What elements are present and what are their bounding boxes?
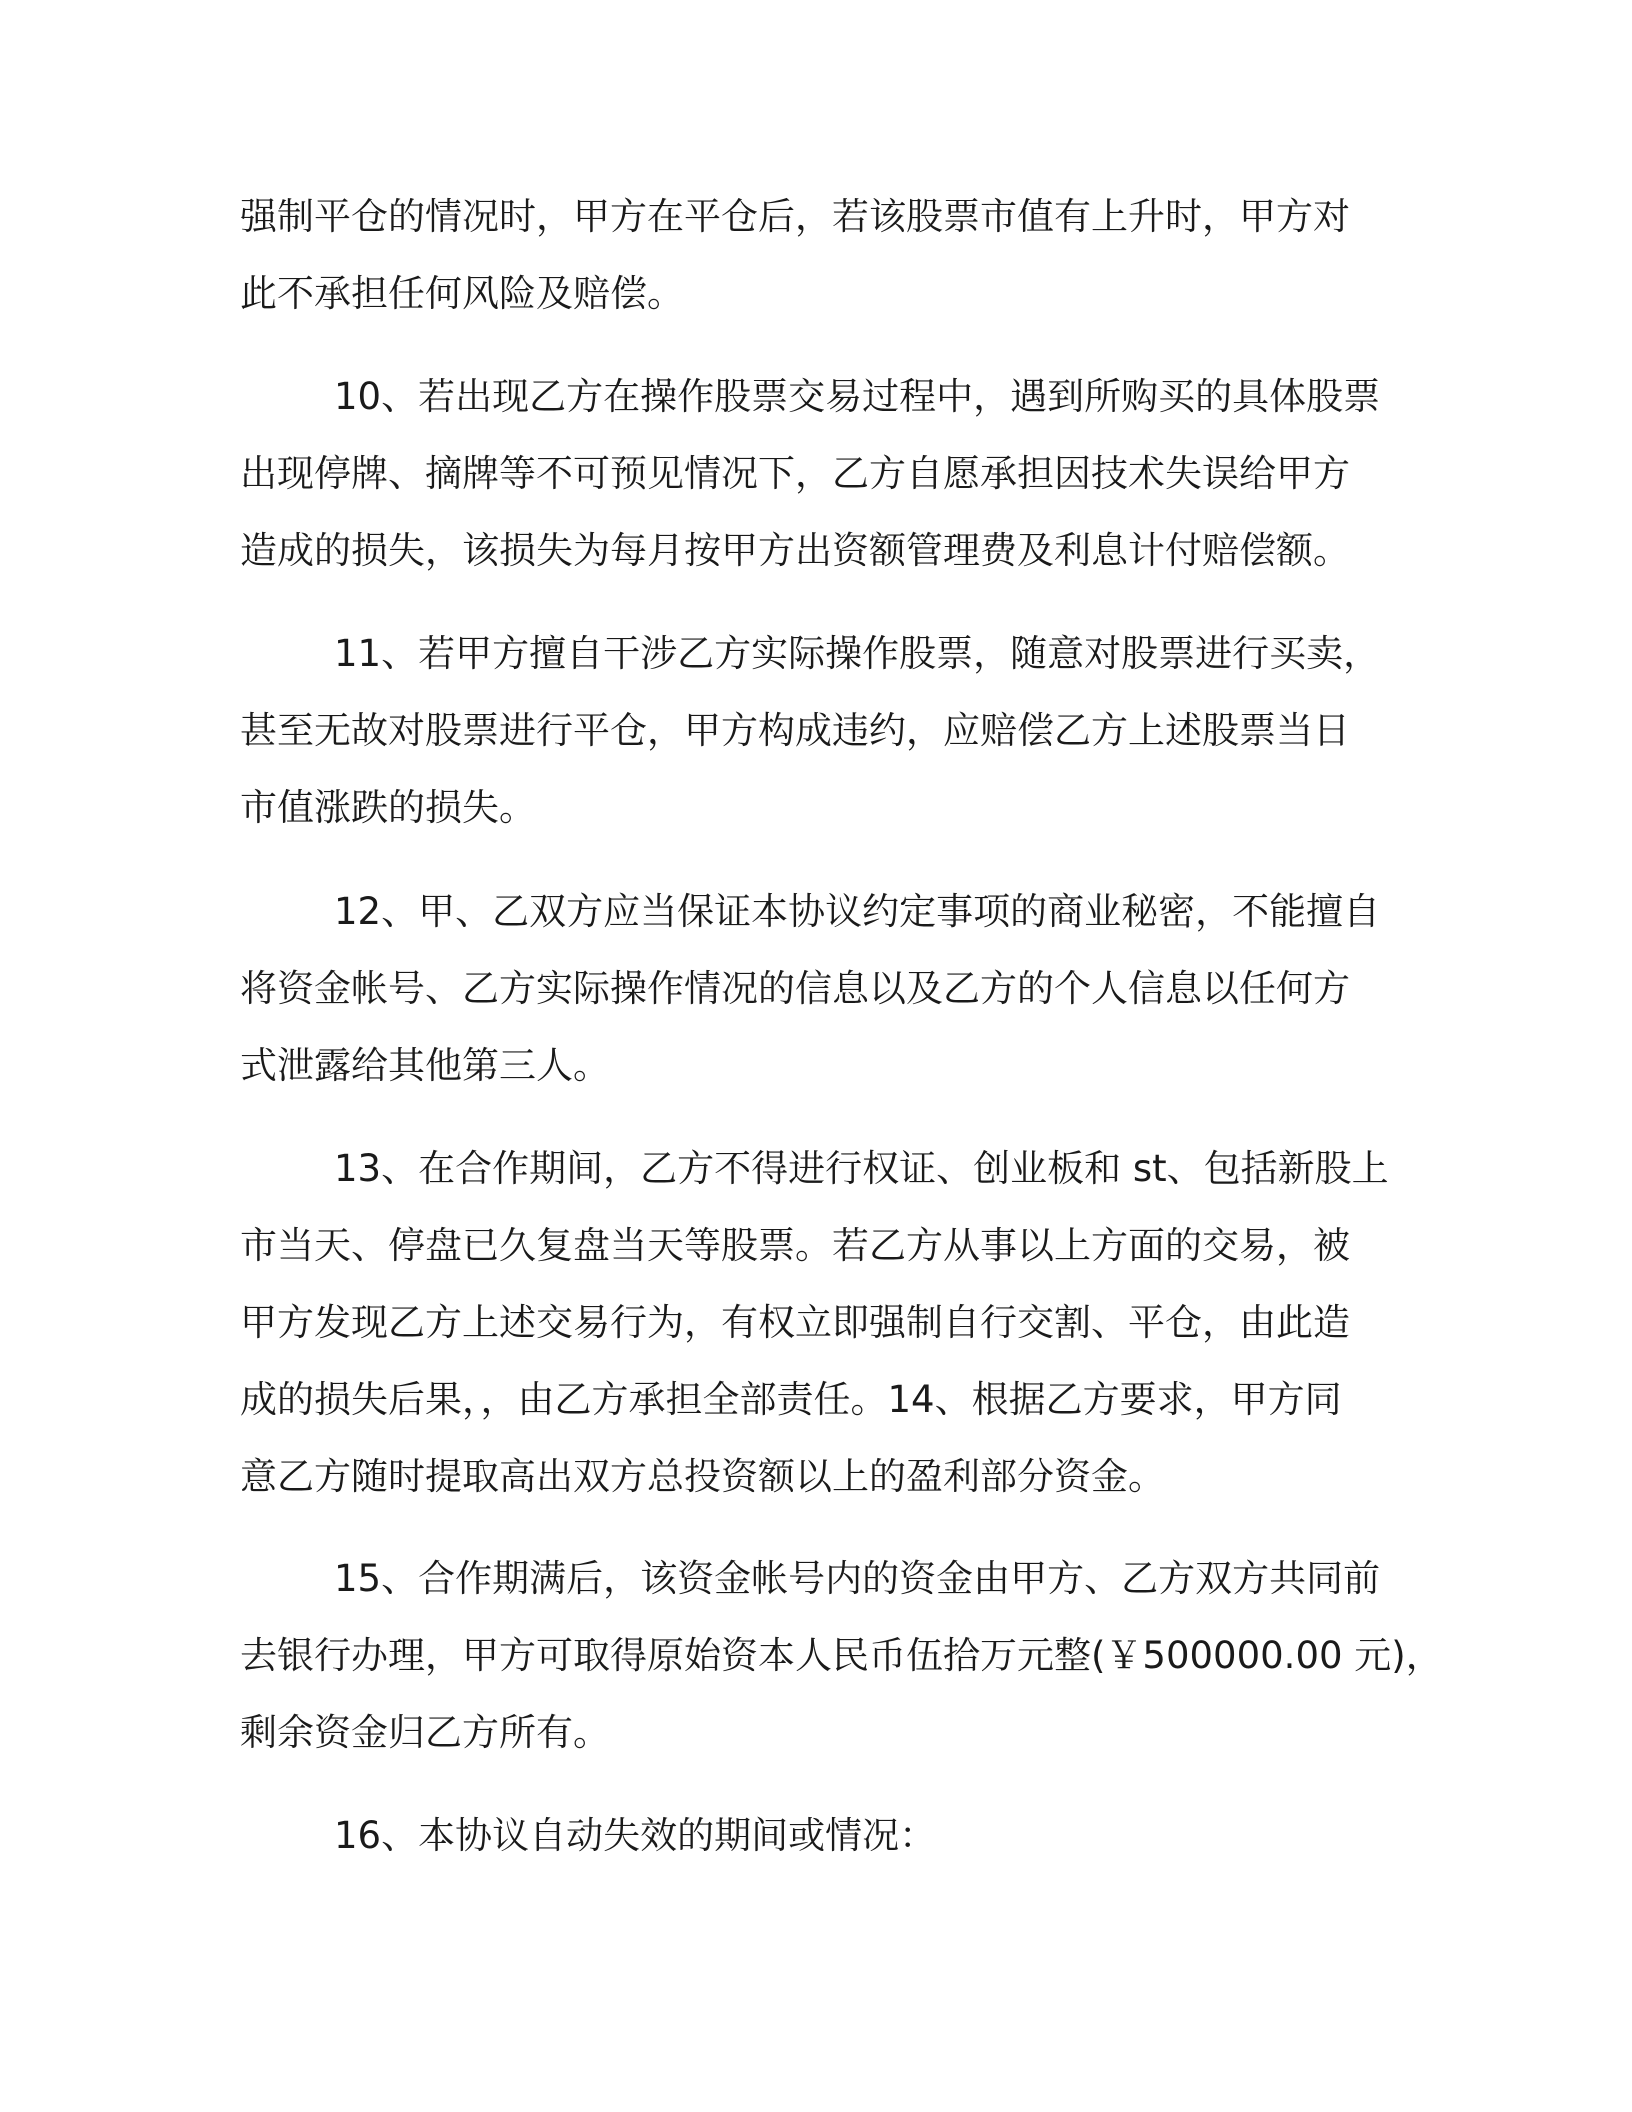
text-line: 此不承担任何风险及赔偿。 xyxy=(240,272,684,315)
text-line: 意乙方随时提取高出双方总投资额以上的盈利部分资金。 xyxy=(240,1455,1165,1498)
text-line: 12、甲、乙双方应当保证本协议约定事项的商业秘密，不能擅自 xyxy=(334,890,1381,933)
text-line: 造成的损失，该损失为每月按甲方出资额管理费及利息计付赔偿额。 xyxy=(240,529,1350,572)
text-line: 市当天、停盘已久复盘当天等股票。若乙方从事以上方面的交易，被 xyxy=(240,1224,1350,1267)
paragraph-clause-11 xyxy=(240,615,1420,846)
text-line: 出现停牌、摘牌等不可预见情况下，乙方自愿承担因技术失误给甲方 xyxy=(240,452,1350,495)
text-line: 11、若甲方擅自干涉乙方实际操作股票，随意对股票进行买卖， xyxy=(334,632,1381,675)
paragraph-9-continuation xyxy=(240,178,1420,332)
text-line: 16、本协议自动失效的期间或情况： xyxy=(334,1814,937,1857)
text-line: 式泄露给其他第三人。 xyxy=(240,1044,610,1087)
text-line: 甲方发现乙方上述交易行为，有权立即强制自行交割、平仓，由此造 xyxy=(240,1301,1350,1344)
text-line: 甚至无故对股票进行平仓，甲方构成违约，应赔偿乙方上述股票当日 xyxy=(240,709,1350,752)
text-line: 剩余资金归乙方所有。 xyxy=(240,1711,610,1754)
paragraph-clause-10 xyxy=(240,358,1420,589)
text-line: 将资金帐号、乙方实际操作情况的信息以及乙方的个人信息以任何方 xyxy=(240,967,1350,1010)
text-line: 成的损失后果，，由乙方承担全部责任。14、根据乙方要求，甲方同 xyxy=(240,1378,1342,1421)
text-line: 15、合作期满后，该资金帐号内的资金由甲方、乙方双方共同前 xyxy=(334,1557,1381,1600)
paragraph-clause-13-14 xyxy=(240,1130,1420,1515)
text-line: 去银行办理，甲方可取得原始资本人民币伍拾万元整(￥500000.00 元)， xyxy=(240,1634,1443,1677)
text-line: 10、若出现乙方在操作股票交易过程中，遇到所购买的具体股票 xyxy=(334,375,1381,418)
paragraph-clause-15 xyxy=(240,1540,1443,1771)
paragraph-clause-12 xyxy=(240,873,1420,1104)
paragraph-clause-16 xyxy=(240,1797,1420,1874)
text-line: 13、在合作期间，乙方不得进行权证、创业板和 st、包括新股上 xyxy=(334,1147,1389,1190)
text-line: 市值涨跌的损失。 xyxy=(240,786,536,829)
text-line: 强制平仓的情况时，甲方在平仓后，若该股票市值有上升时，甲方对 xyxy=(240,195,1350,238)
